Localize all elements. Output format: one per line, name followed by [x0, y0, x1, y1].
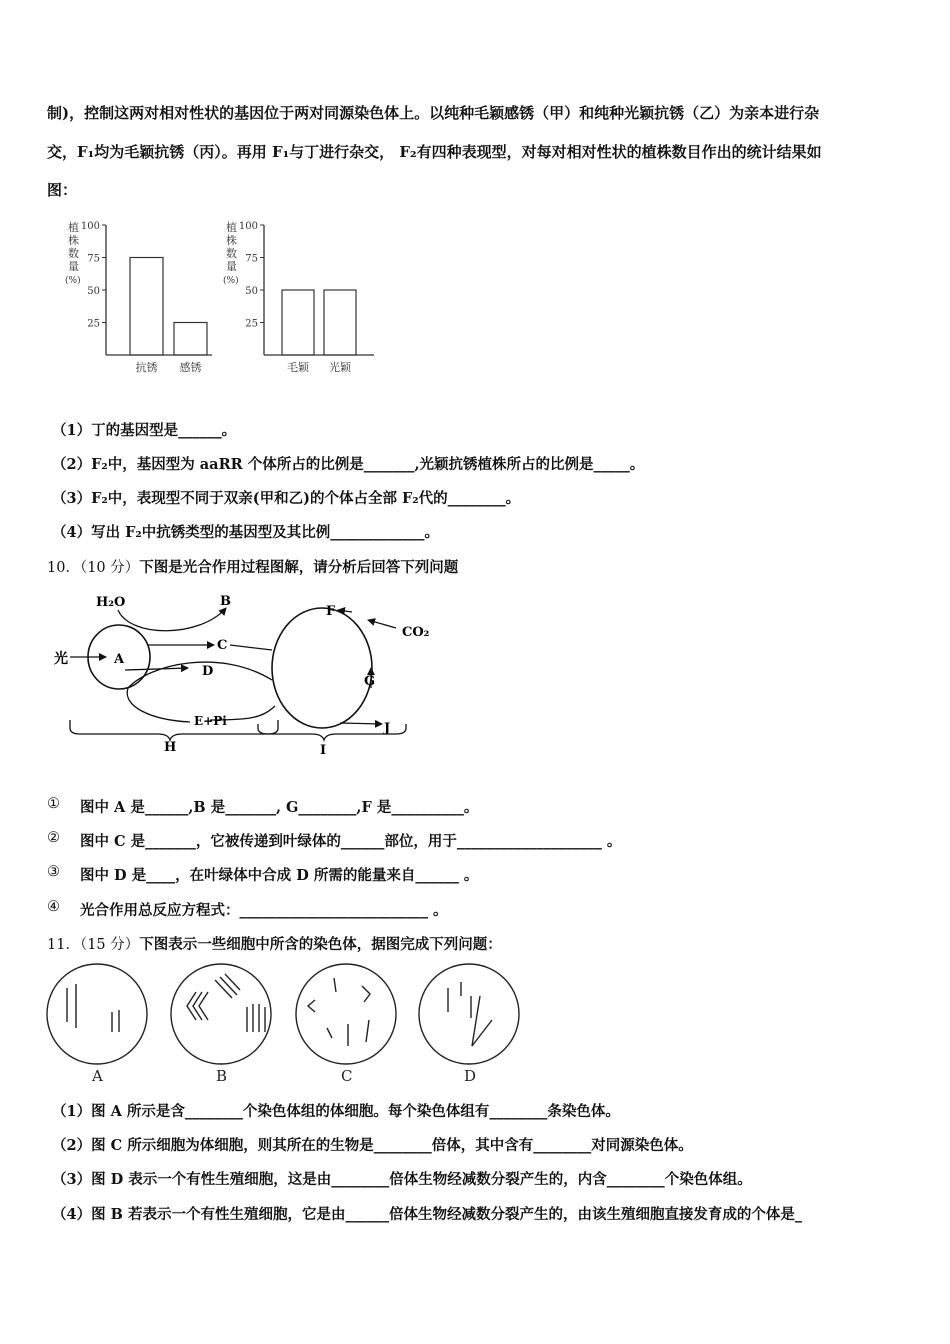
x-tick-label-1-0: 毛颖: [287, 361, 309, 374]
q9-item-4: （4）写出 F₂中抗锈类型的基因型及其比例_____________。: [52, 524, 440, 541]
c-to-cycle-line: [230, 645, 272, 650]
q11-item-2: （2）图 C 所示细胞为体细胞，则其所在的生物是________倍体，其中含有________对同源染色体。: [52, 1137, 693, 1154]
label-c: C: [217, 638, 228, 653]
label-epi: E+Pi: [194, 714, 227, 728]
h-bracket: [70, 720, 278, 740]
bar-chart-rust-resistance: [60, 215, 220, 385]
label-f: F: [326, 604, 336, 619]
cell-label-c: C: [341, 1067, 353, 1085]
co2-arrow: [368, 620, 396, 628]
q11-number: 11．: [47, 937, 80, 953]
y-tick-label-0-2: 50: [87, 286, 100, 297]
y-axis-label-1: 植株数量(%): [223, 221, 239, 286]
label-co2: CO₂: [402, 625, 430, 640]
label-b: B: [220, 594, 231, 609]
y-tick-label-0-3: 25: [87, 318, 100, 330]
label-j: J: [384, 721, 391, 736]
q10-score: （10 分）: [79, 560, 140, 576]
intro-line-2: 交，F₁均为毛颖抗锈（丙）。再用 F₁与丁进行杂交， F₂有四种表现型，对每对相对性状的植株数目作出的统计结果如: [47, 143, 822, 161]
label-d: D: [202, 664, 214, 679]
label-light: 光: [54, 651, 68, 667]
cell-d-circle: [419, 964, 519, 1064]
cell-label-d: D: [464, 1067, 477, 1085]
q11-title: 下图表示一些细胞中所含的染色体，据图完成下列问题：: [139, 936, 502, 953]
y-axis-label-0: 植株数量(%): [65, 221, 81, 286]
q9-item-1: （1）丁的基因型是______。: [52, 422, 237, 439]
q10-title: 下图是光合作用过程图解，请分析后回答下列问题: [139, 559, 459, 576]
label-i: I: [320, 743, 327, 758]
q10-item-4: [47, 899, 448, 919]
q10-item-1-text: 图中 A 是______,B 是_______, G________,F 是__________。: [80, 799, 479, 816]
q11-item-4: （4）图 B 若表示一个有性生殖细胞，它是由______倍体生物经减数分裂产生的，由该生殖细胞直接发育成的个体是_: [52, 1206, 803, 1223]
y-tick-label-1-2: 50: [245, 286, 258, 297]
q10-item-3: [47, 864, 479, 884]
q10-number: 10．: [47, 560, 80, 576]
y-tick-label-1-1: 75: [245, 253, 258, 265]
intro-line-1: 制)，控制这两对相对性状的基因位于两对同源染色体上。以纯种毛颖感锈（甲）和纯种光颖抗锈（乙）为亲本进行杂: [47, 104, 820, 122]
q10-item-2-mark: ②: [47, 830, 60, 846]
j-arrow: [340, 723, 382, 724]
bar-chart-glume-type: [218, 215, 378, 385]
y-tick-label-1-0: 100: [238, 221, 258, 232]
d-loop: [127, 662, 272, 722]
x-tick-label-0-1: 感锈: [179, 361, 202, 374]
d-arrow: [125, 668, 188, 670]
y-tick-label-0-1: 75: [87, 253, 100, 265]
photosynthesis-diagram: [50, 588, 450, 758]
label-h2o: H₂O: [96, 595, 126, 610]
cell-a-circle: [47, 964, 147, 1064]
cell-label-a: A: [92, 1067, 103, 1085]
q9-item-2: （2）F₂中，基因型为 aaRR 个体所占的比例是_______,光颖抗锈植株所占的比例是_____。: [52, 456, 645, 473]
calvin-cycle-ellipse: [272, 608, 372, 728]
q11-item-1: （1）图 A 所示是含________个染色体组的体细胞。每个染色体组有________条染色体。: [52, 1103, 620, 1120]
q10-item-2-text: 图中 C 是_______，它被传递到叶绿体的______部位，用于____________________ 。: [80, 833, 622, 850]
y-tick-label-0-0: 100: [80, 221, 100, 232]
bar-1-0: [282, 290, 314, 355]
y-tick-label-1-3: 25: [245, 318, 258, 330]
label-g: G: [364, 674, 376, 689]
bar-1-1: [324, 290, 356, 355]
q10-item-1: [47, 796, 479, 816]
q10-item-2: [47, 830, 622, 850]
intro-line-3: 图：: [47, 181, 78, 199]
q9-item-3: （3）F₂中，表现型不同于双亲(甲和乙)的个体占全部 F₂代的________。: [52, 490, 521, 507]
q10-heading: [47, 556, 458, 577]
cell-label-b: B: [216, 1067, 228, 1085]
cell-c-circle: [296, 964, 396, 1064]
water-to-b-arrow: [118, 608, 226, 631]
bar-0-1: [174, 323, 207, 356]
q10-item-3-mark: ③: [47, 864, 60, 880]
label-h: H: [164, 740, 177, 755]
label-a: A: [114, 652, 125, 667]
x-tick-label-1-1: 光颖: [329, 361, 351, 374]
q10-item-1-mark: ①: [47, 796, 60, 812]
x-tick-label-0-0: 抗锈: [135, 361, 158, 374]
bar-0-0: [130, 258, 163, 356]
q11-heading: [47, 933, 502, 954]
q10-item-3-text: 图中 D 是____，在叶绿体中合成 D 所需的能量来自______ 。: [80, 867, 479, 884]
q11-item-3: （3）图 D 表示一个有性生殖细胞，这是由________倍体生物经减数分裂产生的，内含________个染色体组。: [52, 1171, 752, 1188]
q11-score: （15 分）: [79, 937, 140, 953]
chromosome-cells-figure: [40, 962, 540, 1087]
q10-item-4-text: 光合作用总反应方程式：__________________________ 。: [80, 902, 448, 919]
q10-item-4-mark: ④: [47, 899, 60, 915]
